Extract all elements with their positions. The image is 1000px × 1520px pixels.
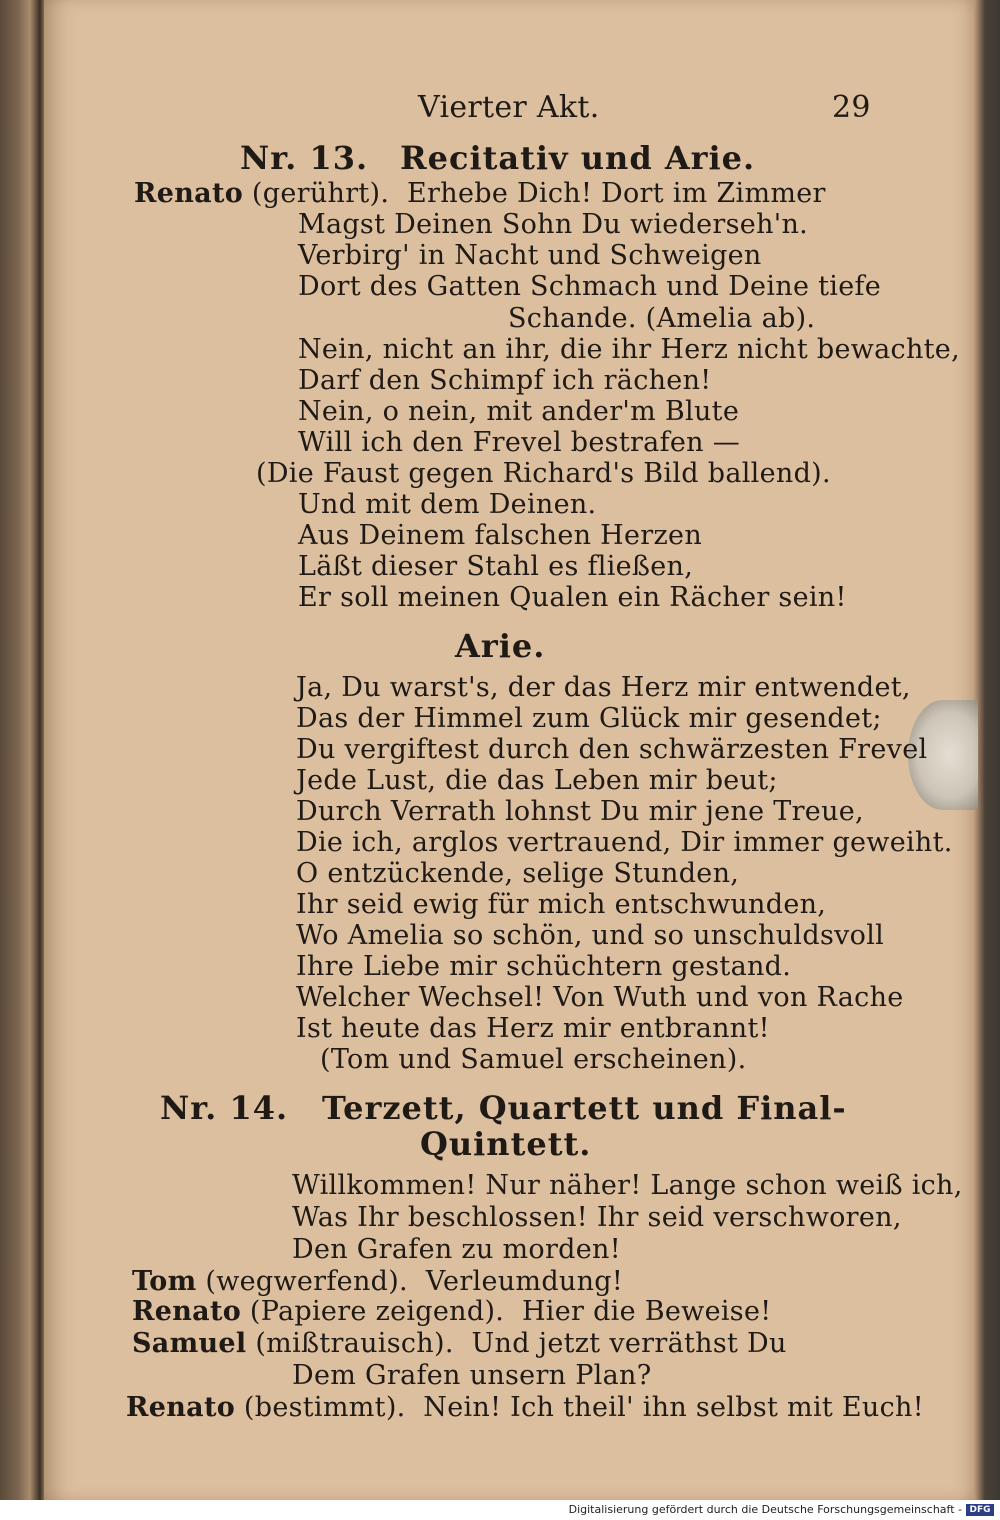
lyric-text: Hier die Beweise! [521, 1296, 772, 1327]
stage-direction: (gerührt). [251, 178, 390, 209]
lyric-line: Darf den Schimpf ich rächen! [298, 365, 712, 396]
lyric-line: Nein, nicht an ihr, die ihr Herz nicht bewachte, [298, 334, 960, 365]
stage-direction-line: (Die Faust gegen Richard's Bild ballend). [256, 458, 831, 489]
lyric-line: Er soll meinen Qualen ein Rächer sein! [298, 582, 847, 613]
role-name: Tom [132, 1266, 197, 1297]
lyric-text: Nein! Ich theil' ihn selbst mit Euch! [423, 1392, 924, 1423]
speech-line [132, 1328, 787, 1360]
lyric-line: Jede Lust, die das Leben mir beut; [296, 765, 778, 796]
lyric-line: Den Grafen zu morden! [292, 1234, 621, 1265]
lyric-line: Ihr seid ewig für mich entschwunden, [296, 889, 827, 920]
lyric-line: Das der Himmel zum Glück mir gesendet; [296, 703, 882, 734]
lyric-line: Nein, o nein, mit ander'm Blute [298, 396, 740, 427]
stage-direction: (Papiere zeigend). [249, 1296, 505, 1327]
role-name: Samuel [132, 1328, 247, 1359]
lyric-line: Ihre Liebe mir schüchtern gestand. [296, 951, 792, 982]
lyric-text: Verleumdung! [425, 1266, 624, 1297]
lyric-line: Schande. (Amelia ab). [508, 303, 816, 334]
section-title-arie: Arie. [455, 627, 546, 665]
lyric-line: Du vergiftest durch den schwärzesten Frevel [296, 734, 928, 765]
section-title-13: Recitativ und Arie. [400, 139, 756, 177]
lyric-line: Was Ihr beschlossen! Ihr seid verschworen, [292, 1202, 902, 1233]
lyric-line: Die ich, arglos vertrauend, Dir immer geweiht. [296, 827, 953, 858]
speech-line [132, 1266, 623, 1298]
role-name: Renato [132, 1296, 242, 1327]
lyric-text: Und jetzt verräthst Du [471, 1328, 787, 1359]
digitization-footer [0, 1500, 1000, 1520]
speech-line [132, 1296, 771, 1328]
page-number: 29 [832, 90, 871, 125]
speech-line [134, 178, 826, 210]
section-title-14-line1: Terzett, Quartett und Final- [322, 1089, 847, 1127]
role-name: Renato [126, 1392, 236, 1423]
section-number-13: Nr. 13. [240, 139, 369, 177]
lyric-text: Erhebe Dich! Dort im Zimmer [407, 178, 826, 209]
speech-line [126, 1392, 924, 1424]
lyric-line: Will ich den Frevel bestrafen — [298, 427, 741, 458]
lyric-line: Willkommen! Nur näher! Lange schon weiß ich, [292, 1170, 963, 1201]
role-name: Renato [134, 178, 244, 209]
lyric-line: Und mit dem Deinen. [298, 489, 597, 520]
lyric-line: O entzückende, selige Stunden, [296, 858, 740, 889]
stage-direction: (wegwerfend). [205, 1266, 408, 1297]
lyric-line: Durch Verrath lohnst Du mir jene Treue, [296, 796, 864, 827]
section-title-14-line2: Quintett. [420, 1125, 592, 1163]
stage-direction-line: (Tom und Samuel erscheinen). [320, 1044, 747, 1075]
section-number-14: Nr. 14. [160, 1089, 289, 1127]
lyric-line: Läßt dieser Stahl es fließen, [298, 551, 694, 582]
lyric-line: Welcher Wechsel! Von Wuth und von Rache [296, 982, 904, 1013]
lyric-line: Aus Deinem falschen Herzen [298, 520, 703, 551]
dfg-logo: DFG [966, 1504, 994, 1516]
lyric-line: Ja, Du warst's, der das Herz mir entwendet, [296, 672, 911, 703]
lyric-line: Magst Deinen Sohn Du wiederseh'n. [298, 209, 809, 240]
footer-text: Digitalisierung gefördert durch die Deutsche Forschungsgemeinschaft - [568, 1503, 962, 1516]
stage-direction: (mißtrauisch). [255, 1328, 454, 1359]
stage-direction: (bestimmt). [243, 1392, 406, 1423]
lyric-line: Verbirg' in Nacht und Schweigen [298, 240, 762, 271]
lyric-line: Dem Grafen unsern Plan? [292, 1360, 652, 1391]
lyric-line: Wo Amelia so schön, und so unschuldsvoll [296, 920, 885, 951]
lyric-line: Ist heute das Herz mir entbrannt! [296, 1013, 770, 1044]
lyric-line: Dort des Gatten Schmach und Deine tiefe [298, 271, 882, 302]
running-title: Vierter Akt. [418, 90, 600, 125]
